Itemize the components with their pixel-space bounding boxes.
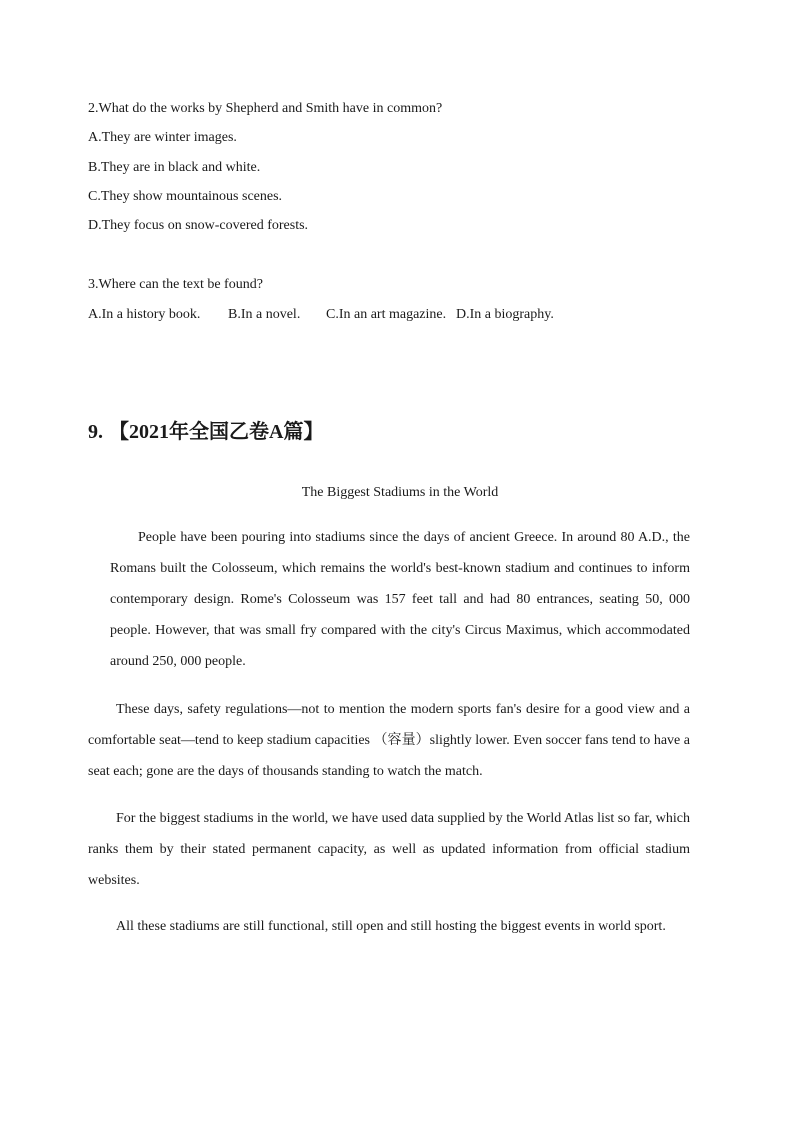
question-3-option-b: B.In a novel. <box>228 307 301 322</box>
question-3-option-c: C.In an art magazine. <box>326 307 447 322</box>
question-3-stem: 3.Where can the text be found? <box>88 277 263 292</box>
question-3-options <box>88 306 554 324</box>
question-2-option-b: B.They are in black and white. <box>88 160 261 175</box>
article-paragraph-2: These days, safety regulations—not to mention the modern sports fan's desire for a good view and a comfortable seat—tend to keep stadium capacities （容量）slightly lower. Even soccer fans tend to have a seat each; gone are the days of thousands standing to watch the match. <box>88 702 690 779</box>
question-3-option-a: A.In a history book. <box>88 307 201 322</box>
article-paragraph-3: For the biggest stadiums in the world, we have used data supplied by the World Atlas list so far, which ranks them by their stated permanent capacity, as well as updated information from official stadium websites. <box>88 811 690 888</box>
article-title: The Biggest Stadiums in the World <box>301 485 499 500</box>
article-paragraph-1: People have been pouring into stadiums since the days of ancient Greece. In around 80 A.D., the Romans built the Colosseum, which remains the world's best-known stadium and continues to inform contemporary design. Rome's Colosseum was 157 feet tall and had 80 entrances, seating 50, 000 people. However, that was small fry compared with the city's Circus Maximus, which accommodated around 250, 000 people. <box>110 530 690 669</box>
article-paragraph-4: All these stadiums are still functional, still open and still hosting the biggest events in world sport. <box>116 919 666 934</box>
section-number: 9. <box>88 421 103 443</box>
question-3-option-d: D.In a biography. <box>456 307 554 322</box>
question-2-option-c: C.They show mountainous scenes. <box>88 189 283 204</box>
section-label: 【2021年全国乙卷A篇】 <box>109 421 324 443</box>
question-2-stem: 2.What do the works by Shepherd and Smith have in common? <box>88 101 443 116</box>
section-heading <box>88 420 323 444</box>
question-2-option-a: A.They are winter images. <box>88 130 237 145</box>
question-2-option-d: D.They focus on snow-covered forests. <box>88 218 309 233</box>
